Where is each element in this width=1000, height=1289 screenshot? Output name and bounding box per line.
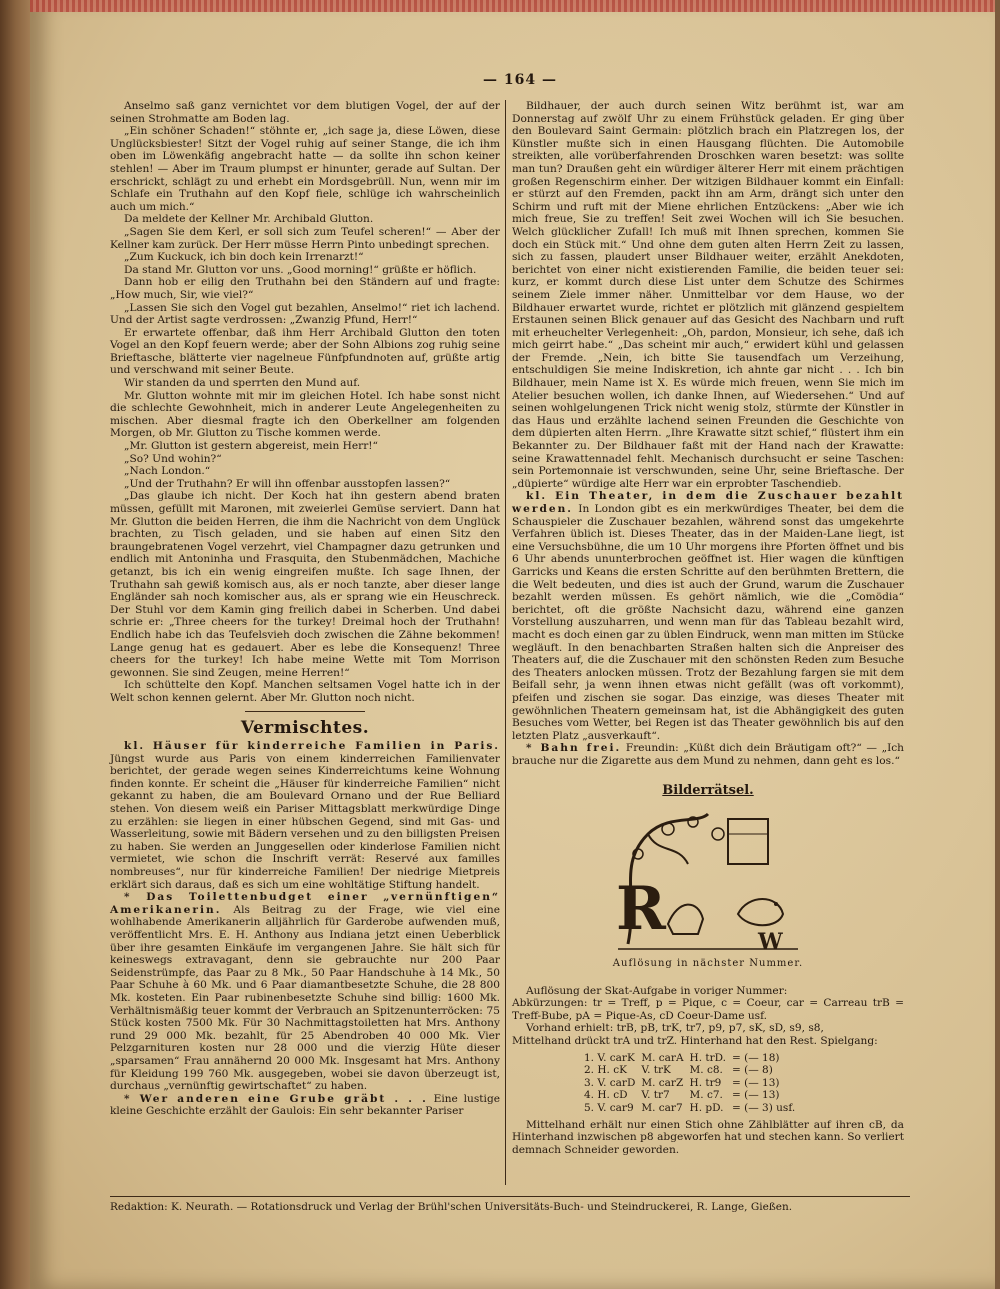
left-column — [110, 100, 500, 1118]
imprint-footer: Redaktion: K. Neurath. — Rotationsdruck und Verlag der Brühl'schen Universitäts-Buch- und Steindruckerei, R. Lange, Gießen. — [110, 1196, 910, 1213]
misc-item-text: Jüngst wurde aus Paris von einem kinderreichen Familienvater berichtet, der gerade wegen seines Kinderreichtums keine Wohnung finden konnte. Er scheint die „Häuser für kinderreiche Familien“ nicht gekannt zu haben, die am Boulevard Ornano und der Rue Belliard stehen. Von diesem weiß ein Pariser Mittagsblatt merkwürdige Dinge zu erzählen: sie liegen in einer hübschen Gegend, sind mit Gas- und Wasserleitung, sowie mit Bädern versehen und zu den billigsten Preisen zu haben. Sie werden an Junggesellen oder kinderlose Familien nicht vermietet, wie schon die Inschrift verrät: Reservé aux familles nombreuses“, nur für kinderreiche Familien! Der niedrige Mietpreis erklärt sich daraus, daß es sich um eine wohltätige Stiftung handelt. — [110, 752, 500, 891]
solution-cell: M. c7. — [689, 1089, 723, 1102]
solution-cell: = (— 13) — [731, 1076, 780, 1089]
solution-row — [584, 1052, 801, 1065]
solution-cell: V. trK — [641, 1064, 671, 1077]
svg-text:R: R — [616, 874, 666, 945]
misc-item-text: In London gibt es ein merkwürdiges Theater, bei dem die Schauspieler die Zuschauer bezahlen, während sonst das umgekehrte Verfahren üblich ist. Dieses Theater, das in der Maiden-Lane liegt, ist eine Versuchsbühne, die um 10 Uhr morgens ihre Pforten öffnet und bis 6 Uhr abends ununterbrochen geöffnet ist. Hier wagen die künftigen Garricks und Keans die ersten Schritte auf den berühmten Brettern, die die Welt bedeuten, und dies ist auch der Grund, warum die Zuschauer bezahlt werden müssen. Es gehört nämlich, wie die „Comödia“ berichtet, oft die größte Nachsicht dazu, während eine ganzen Vorstellung auszuharren, und wenn man für das Tableau bezahlt wird, macht es doch einen gar zu üblen Eindruck, wenn man mitten im Stücke wegläuft. In den benachbarten Straßen halten sich die Anpreiser des Theaters auf, die die Zuschauer mit den schönsten Reden zum Besuche des Theaters anlocken müssen. Trotz der Bezahlung fargen sie mit dem Beifall sehr, ja wenn ihnen etwas nicht gefällt (was oft vorkommt), pfeifen und zischen sie sogar. Das einzige, was dieses Theater mit gewöhnlichen Theatern gemeinsam hat, ist die Abhängigkeit des guten Besuches vom Wetter, bei Regen ist das Theater gewöhnlich bis auf den letzten Platz „ausverkauft“. — [512, 503, 904, 742]
solution-cell: M. carA — [641, 1051, 684, 1064]
solution-cell: H. trD. — [689, 1051, 726, 1064]
right-column — [512, 100, 904, 1156]
paragraph: „Zum Kuckuck, ich bin doch kein Irrenarzt!“ — [124, 251, 364, 264]
paragraph: Wir standen da und sperrten den Mund auf. — [124, 377, 361, 390]
paragraph: „Nach London.“ — [124, 465, 211, 478]
section-rule — [245, 711, 365, 712]
paragraph: Anselmo saß ganz vernichtet vor dem blutigen Vogel, der auf der seinen Strohmatte am Boden lag. — [110, 100, 500, 125]
svg-text:W: W — [758, 929, 783, 955]
story-continuation — [110, 100, 500, 705]
solution-cell: 2. H. cK — [584, 1064, 627, 1077]
puzzle-caption: Auflösung in nächster Nummer. — [612, 958, 804, 970]
solution-row — [584, 1077, 801, 1090]
picture-puzzle-illustration — [608, 804, 808, 954]
paragraph: „Das glaube ich nicht. Der Koch hat ihn gestern abend braten müssen, gefüllt mit Maronen, mit zweierlei Gemüse serviert. Dann hat Mr. Glutton die beiden Herren, die ihm die Nachricht von dem Unglück brachten, zu Tisch geladen, und sie haben auf einen Sitz den braungebratenen Vogel verzehrt, viel Champagner dazu getrunken und endlich mit Antoninha und Frasquita, den Stubenmädchen, Machiche getanzt, bis ich ein wenig eingreifen mußte. Ich sage Ihnen, der Truthahn sah gewiß komisch aus, als er noch tanzte, aber dieser lange Engländer sah noch komischer aus, als er sprang wie ein Heuschreck. Der Stuhl vor dem Kamin ging freilich dabei in Scherben. Und dabei schrie er: „Three cheers for the turkey! Dreimal hoch der Truthahn! Endlich habe ich das Teufelsvieh doch zwischen die Zähne bekommen! Lange genug hat es gedauert. Aber es lebe die Konsequenz! Three cheers for the turkey! Ich habe meine Wette mit Tom Morrison gewonnen. Sie sind Zeugen, meine Herren!“ — [110, 490, 500, 679]
solution-cell: = (— 13) — [731, 1089, 780, 1102]
misc-item-text: Eine lustige kleine Geschichte erzählt der Gaulois: Ein sehr bekannter Pariser — [110, 1092, 500, 1118]
paragraph: Dann hob er eilig den Truthahn bei den Ständern auf und fragte: „How much, Sir, wie viel?“ — [110, 276, 500, 301]
section-title: Vermischtes. — [240, 717, 370, 738]
column-divider — [505, 100, 506, 1185]
paragraph: „So? Und wohin?“ — [124, 452, 222, 465]
solution-cell: = (— 3) usf. — [731, 1102, 796, 1114]
paragraph: Mr. Glutton wohnte mit mir im gleichen Hotel. Ich habe sonst nicht die schlechte Gewohnheit, mich in anderer Leute Angelegenheiten zu mischen. Aber diesmal fragte ich den Oberkellner am folgenden Morgen, ob Mr. Glutton zu Tische kommen werde. — [110, 389, 500, 440]
solution-cell: M. c8. — [689, 1064, 723, 1077]
puzzle-title: Bilderrätsel. — [662, 783, 754, 799]
paragraph: „Lassen Sie sich den Vogel gut bezahlen, Anselmo!“ riet ich lachend. Und der Artist sagte verdrossen: „Zwanzig Pfund, Herr!“ — [110, 301, 500, 327]
skat-solution — [512, 985, 904, 1157]
paragraph: Da stand Mr. Glutton vor uns. „Good morning!“ grüßte er höflich. — [124, 263, 477, 276]
solution-cell: 3. V. carD — [584, 1076, 636, 1089]
misc-item-heading: * Wer anderen eine Grube gräbt . . . — [124, 1092, 428, 1105]
paragraph: „Ein schöner Schaden!“ stöhnte er, „ich sage ja, diese Löwen, diese Unglücksbiester! Sitzt der Vogel ruhig auf seiner Stange, die ich ihm oben im Löwenkäfig angebracht hatte — da sollte ihn schon keiner stehlen! — Aber im Traum plumpst er hinunter, gerade auf Sultan. Der erschrickt, schlägt zu und erhebt ein Mordsgebrüll. Nun, wenn mir im Schlafe ein Truthahn auf den Kopf fiele, schlüge ich wahrscheinlich auch um mich.“ — [110, 125, 500, 213]
misc-items-right — [512, 490, 904, 767]
page-number: — 164 — — [483, 72, 557, 88]
story-continuation-right — [512, 100, 904, 490]
misc-item — [110, 1093, 500, 1118]
paragraph: „Und der Truthahn? Er will ihn offenbar ausstopfen lassen?“ — [124, 477, 451, 490]
paragraph: Da meldete der Kellner Mr. Archibald Glutton. — [124, 213, 374, 226]
paragraph: Ich schüttelte den Kopf. Manchen seltsamen Vogel hatte ich in der Welt schon kennen gelernt. Aber Mr. Glutton noch nicht. — [110, 679, 500, 704]
solution-cell: M. carZ — [641, 1076, 684, 1089]
solution-cell: 4. H. cD — [584, 1089, 628, 1102]
solution-abbreviations: Abkürzungen: tr = Treff, p = Pique, c = Coeur, car = Carreau trB = Treff-Bube, pA = Pique-As, cD Coeur-Dame usf. — [512, 997, 904, 1022]
misc-item — [512, 742, 904, 767]
misc-item-heading: * Bahn frei. — [526, 742, 622, 755]
solution-row — [584, 1064, 801, 1077]
paragraph: „Sagen Sie dem Kerl, er soll sich zum Teufel scheren!“ — Aber der Kellner kam zurück. Der Herr müsse Herrn Pinto unbedingt sprechen. — [110, 225, 500, 251]
solution-cell: M. car7 — [641, 1102, 683, 1114]
solution-cell: H. pD. — [689, 1102, 724, 1114]
misc-item-heading: kl. Häuser für kinderreiche Familien in Paris. — [124, 740, 500, 753]
misc-item-heading: kl. Ein Theater, in dem die Zuschauer bezahlt werden. — [512, 490, 904, 515]
solution-cell: 1. V. carK — [584, 1051, 635, 1064]
misc-item-heading: * Das Toilettenbudget einer „vernünftigen“ Amerikanerin. — [110, 891, 500, 916]
misc-item — [110, 740, 500, 891]
page-top-edge — [30, 0, 995, 12]
misc-item-text: Als Beitrag zu der Frage, wie viel eine wohlhabende Amerikanerin alljährlich für Garderobe aufwenden muß, veröffentlicht Mrs. E. H. Anthony aus Indiana jetzt einen Ueberblick über ihre gesamten Einkäufe im vergangenen Jahre. Sie hält sich für keineswegs extravagant, denn sie gebrauchte nur 200 Paar Seidenstrümpfe, das Paar zu 8 Mk., 50 Paar Handschuhe à 14 Mk., 50 Paar Schuhe à 60 Mk. und 6 Paar diamantbesetzte Schuhe, die 28 800 Mk. kosteten. Ein Paar rubinenbesetzte Schuhe sind billig: 1600 Mk. Verhältnismäßig teuer kommt der Verbrauch an Spitzenunterröcken: 75 Stück kosten 7500 Mk. Für 30 Nachmittagstoiletten hat Mrs. Anthony rund 29 000 Mk. bezahlt, für 25 Abendroben 40 000 Mk. Vier Pelzgarnituren kosten nur 28 000 und die vierzig Hüte dieser „sparsamen“ Frau annähernd 20 000 Mk. Insgesamt hat Mrs. Anthony für Kleidung 199 760 Mk. ausgegeben, wobei sie davon überzeugt ist, durchaus „vernünftig gewirtschaftet“ zu haben. — [110, 903, 500, 1093]
misc-item — [110, 891, 500, 1093]
solution-cell: 5. V. car9 — [584, 1102, 634, 1114]
solution-row — [584, 1089, 801, 1102]
paragraph: „Mr. Glutton ist gestern abgereist, mein Herr!“ — [124, 440, 378, 453]
solution-table — [584, 1052, 801, 1115]
solution-row — [584, 1102, 801, 1115]
solution-cell: = (— 8) — [731, 1064, 773, 1077]
paragraph: Er erwartete offenbar, daß ihm Herr Archibald Glutton den toten Vogel an den Kopf feuern werde; aber der Sohn Albions zog ruhig seine Brieftasche, blätterte vier nagelneue Fünfpfundnoten auf, grüßte artig und verschwand mit seiner Beute. — [110, 326, 500, 377]
solution-vorhand: Vorhand erhielt: trB, pB, trK, tr7, p9, p7, sK, sD, s9, s8, — [526, 1022, 824, 1035]
solution-cell: V. tr7 — [641, 1089, 670, 1102]
solution-cell: = (— 18) — [731, 1051, 780, 1064]
misc-item-text: Freundin: „Küßt dich dein Bräutigam oft?“ — „Ich brauche nur die Zigarette aus dem Mund zu nehmen, dann geht es los.“ — [512, 742, 905, 767]
misc-items-left — [110, 740, 500, 1118]
paragraph: Bildhauer, der auch durch seinen Witz berühmt ist, war am Donnerstag auf zwölf Uhr zu einem Frühstück geladen. Er ging über den Boulevard Saint Germain: plötzlich brach ein Platzregen los, der Künstler mußte sich in einen Hausgang flüchten. Die Automobile streikten, alle vorüberfahrenden Droschken waren besetzt: was sollte man tun? Draußen geht ein würdiger älterer Herr mit einem prächtigen großen Regenschirm einher. Der witzigen Bildhauer kommt ein Einfall: er stürzt auf den Fremden, packt ihn am Arm, drängt sich unter den Schirm und ruft mit der Miene ehrlichen Entzückens: „Aber wie ich mich freue, Sie zu treffen! Seit zwei Wochen will ich Sie besuchen. Welch glücklicher Zufall! Ich muß mit Ihnen sprechen, kommen Sie doch ein Stück mit.“ Und ohne dem guten alten Herrn Zeit zu lassen, sich zu fassen, plaudert unser Bildhauer weiter, erzählt Anekdoten, berichtet von einer nicht existierenden Familie, die beiden teuer sei: kurz, er kommt durch diese List unter dem Schutze des Schirmes seinem Ziele immer näher. Unmittelbar vor dem Hause, wo der Bildhauer erwartet wurde, richtet er plötzlich mit glänzend gespieltem Erstaunen seinen Blick genauer auf das Gesicht des Nachbarn und ruft mit erheuchelter Verlegenheit: „Oh, pardon, Monsieur, ich sehe, daß ich mich geirrt habe.“ „Das scheint mir auch,“ erwidert kühl und gelassen der Fremde. „Nein, ich bitte Sie tausendfach um Verzeihung, entschuldigen Sie meine Indiskretion, ich ahnte gar nicht . . . Ich bin Bildhauer, mein Name ist X. Es würde mich freuen, wenn Sie mich im Atelier besuchen wollen, ich danke Ihnen, auf Wiedersehen.“ Und auf seinen wohlgelungenen Trick nicht wenig stolz, stürmte der Künstler in das Haus und erzählte lachend seinen Freunden die Geschichte von dem düpierten alten Herrn. „Ihre Krawatte sitzt schief,“ flüstert ihm ein Bekannter zu. Der Bildhauer faßt mit der Hand nach der Krawatte: seine Krawattennadel fehlt. Mechanisch durchsucht er seine Taschen: sein Portemonnaie ist verschwunden, seine Uhr, seine Brieftasche. Der „düpierte“ würdige alte Herr war ein erprobter Taschendieb. — [512, 100, 904, 490]
solution-heading: Auflösung der Skat-Aufgabe in voriger Nummer: — [526, 984, 788, 997]
misc-item — [512, 490, 904, 742]
solution-mittelhand: Mittelhand drückt trA und trZ. Hinterhand hat den Rest. Spielgang: — [512, 1035, 878, 1048]
solution-cell: H. tr9 — [689, 1076, 722, 1089]
solution-closing: Mittelhand erhält nur einen Stich ohne Zählblätter auf ihren cB, da Hinterhand inzwischen p8 abgeworfen hat und stechen kann. So verliert demnach Schneider geworden. — [512, 1118, 904, 1156]
